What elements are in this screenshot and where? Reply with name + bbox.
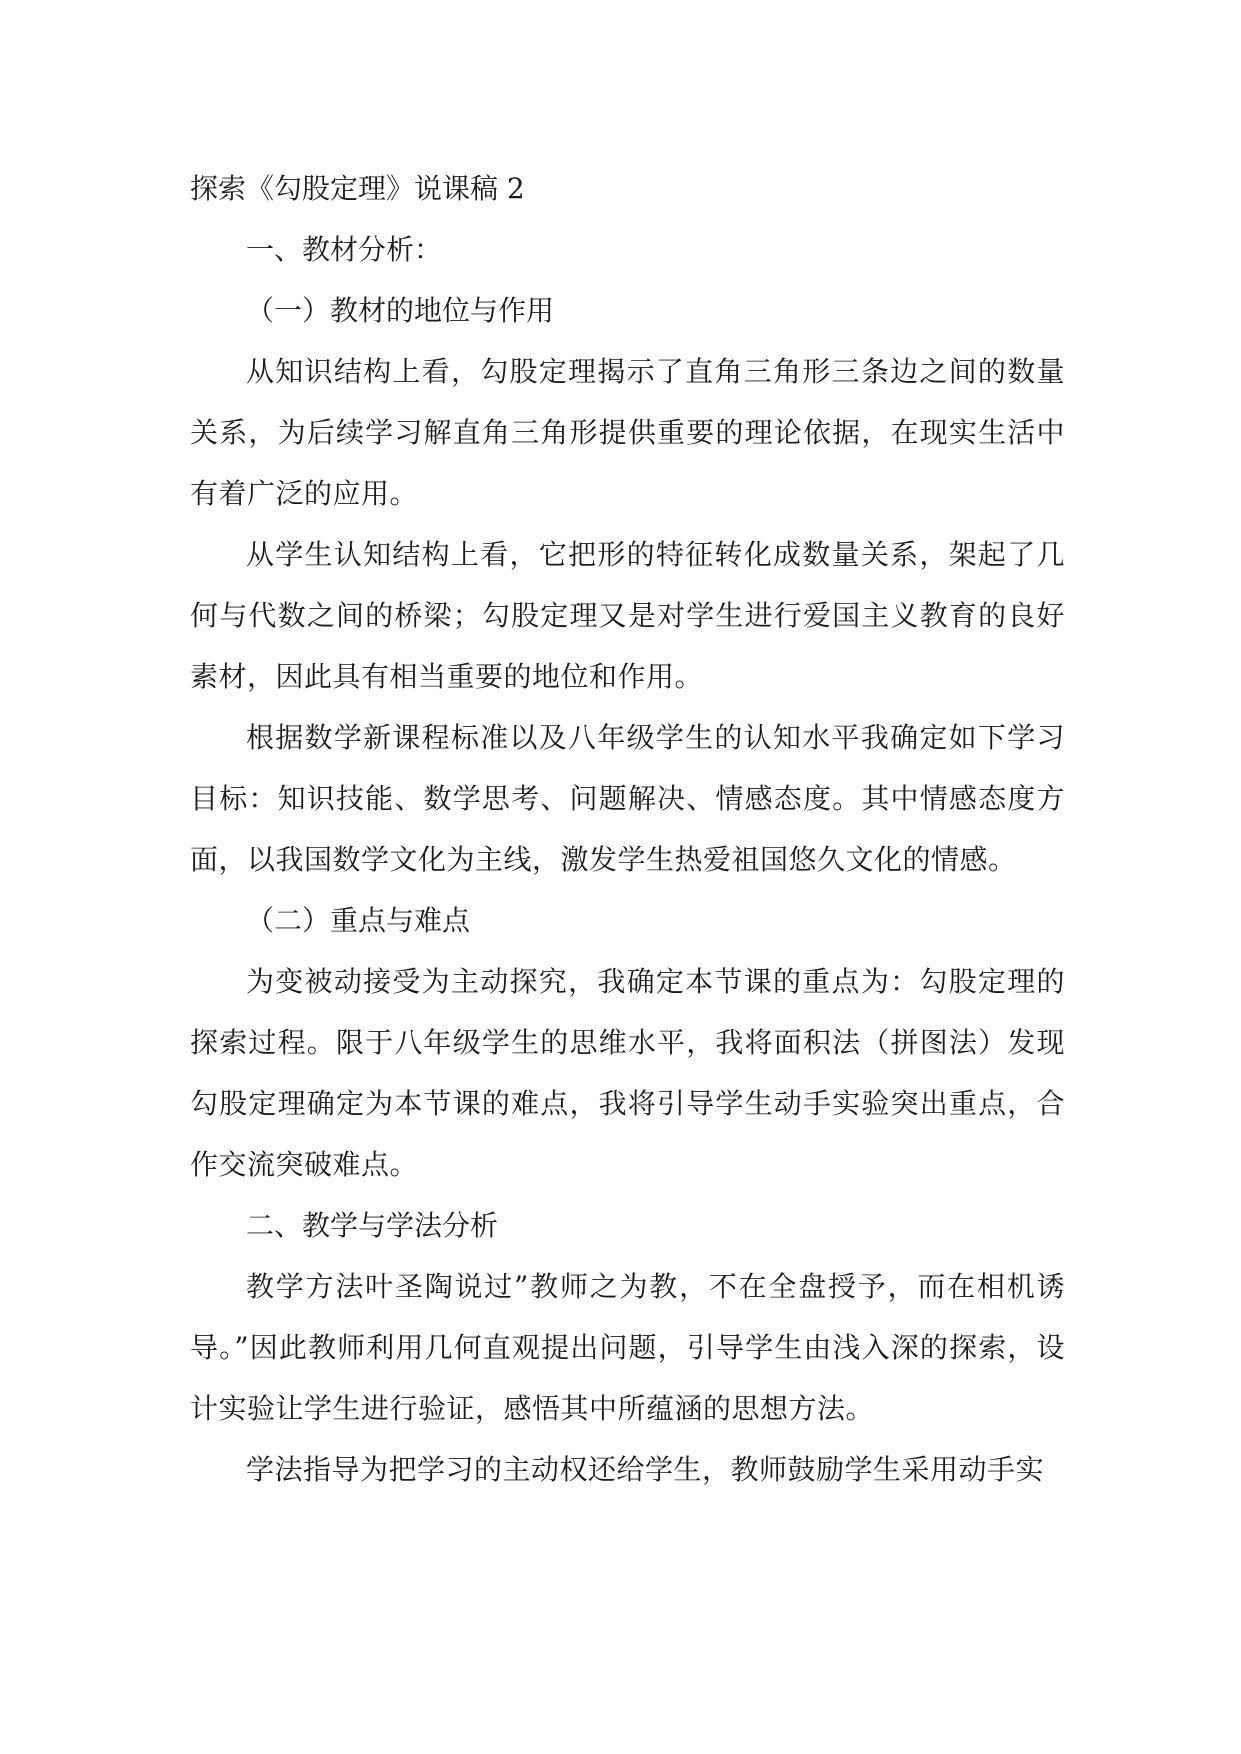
paragraph: 为变被动接受为主动探究，我确定本节课的重点为：勾股定理的探索过程。限于八年级学生的思维水平，我将面积法（拼图法）发现勾股定理确定为本节课的难点，我将引导学生动手实验突出重点，合作交流突破难点。: [190, 965, 1065, 1181]
paragraph: 根据数学新课程标准以及八年级学生的认知水平我确定如下学习目标：知识技能、数学思考、问题解决、情感态度。其中情感态度方面，以我国数学文化为主线，激发学生热爱祖国悠久文化的情感。: [190, 721, 1065, 876]
subsection-heading: （二）重点与难点: [246, 904, 471, 937]
paragraph: 从学生认知结构上看，它把形的特征转化成数量关系，架起了几何与代数之间的桥梁；勾股定理又是对学生进行爱国主义教育的良好素材，因此具有相当重要的地位和作用。: [190, 538, 1065, 693]
paragraph: 学法指导为把学习的主动权还给学生，教师鼓励学生采用动手实: [246, 1453, 1045, 1486]
paragraph: 从知识结构上看，勾股定理揭示了直角三角形三条边之间的数量关系，为后续学习解直角三角形提供重要的理论依据，在现实生活中有着广泛的应用。: [190, 355, 1065, 510]
section-heading: 一、教材分析：: [246, 233, 443, 266]
subsection-heading: （一）教材的地位与作用: [246, 294, 555, 327]
section-heading: 二、教学与学法分析: [246, 1209, 499, 1242]
paragraph: 教学方法叶圣陶说过”教师之为教，不在全盘授予，而在相机诱导。”因此教师利用几何直观提出问题，引导学生由浅入深的探索，设计实验让学生进行验证，感悟其中所蕴涵的思想方法。: [190, 1270, 1065, 1425]
document-title: 探索《勾股定理》说课稿 2: [190, 172, 525, 205]
document-body: [190, 158, 1065, 1500]
